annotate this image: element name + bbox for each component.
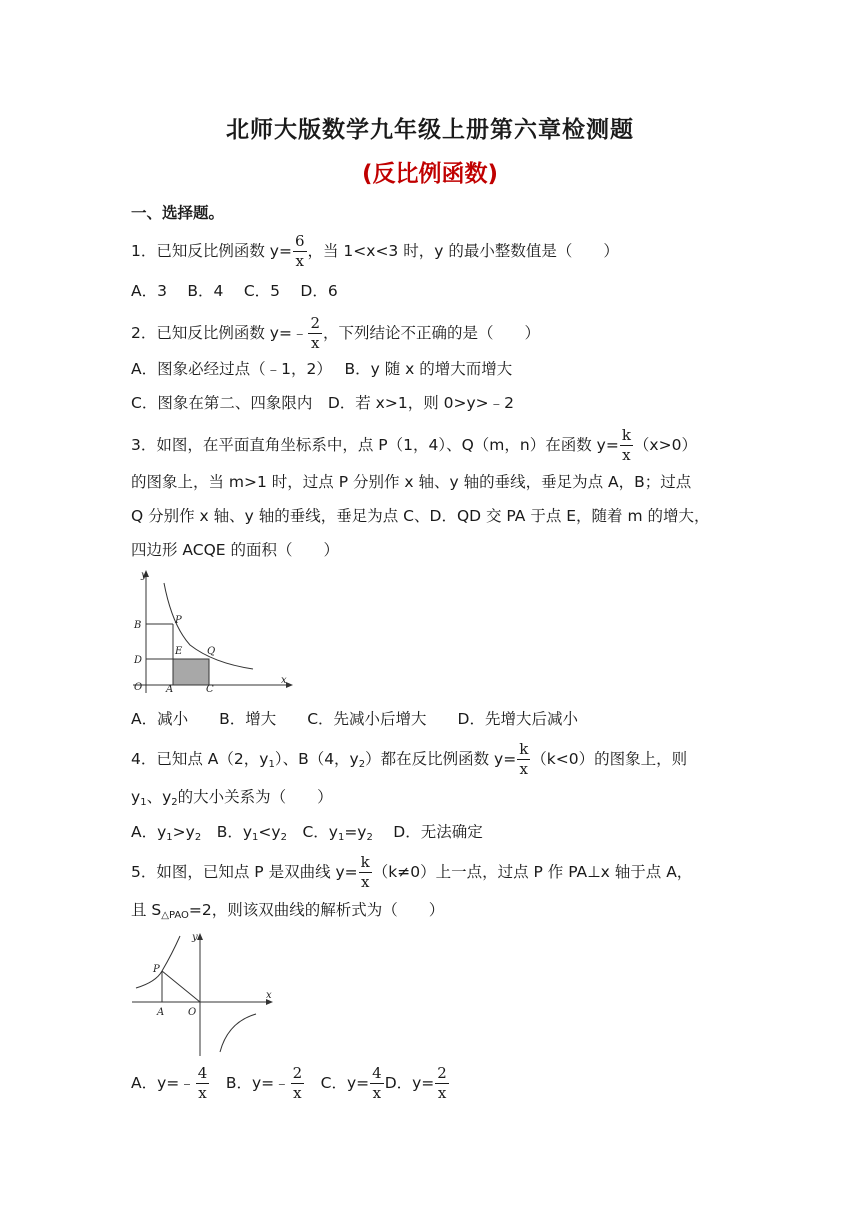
question-4-options: A．$y_1>y_2$ B．$y_1<y_2$ C．$y_1=y_2$ D．无法确定 [131, 823, 483, 843]
question-3-line4: 四边形 ACQE 的面积（ ） [131, 541, 340, 559]
svg-text:A: A [166, 684, 174, 695]
fraction: $\frac{k}{x}$ [360, 853, 370, 891]
shaded-region [173, 659, 209, 685]
question-3-options: A．减小 B．增大 C．先减小后增大 D．先增大后减小 [131, 710, 578, 728]
question-3: 3．如图，在平面直角坐标系中，点 P（1，4）、Q（m，n）在函数 y= $\frac{k}{x}$ （x>0） [131, 426, 697, 464]
fraction: $\frac{2}{x}$ [310, 314, 320, 352]
question-3-figure [128, 565, 293, 697]
question-5-figure [128, 928, 276, 1058]
svg-text:y: y [192, 932, 198, 943]
fraction: $\frac{2}{x}$ [292, 1064, 303, 1102]
question-1: 1．已知反比例函数 y= $\frac{6}{x}$ ，当 1<x<3 时，y 的最小整数值是（ ） [131, 232, 619, 270]
question-5: 5．如图，已知点 P 是双曲线 y= $\frac{k}{x}$ （k≠0）上一点，过点 P 作 PA⊥x 轴于点 A， [131, 853, 693, 891]
svg-text:x: x [281, 675, 287, 686]
question-5-options: A．y=﹣ $\frac{4}{x}$ B．y=﹣ $\frac{2}{x}$ C．y= $\frac{4}{x}$ D．y= $\frac{2}{x}$ [131, 1064, 447, 1102]
section-heading: 一、选择题。 [131, 204, 225, 222]
fraction: $\frac{4}{x}$ [372, 1064, 382, 1102]
question-5-line2: 且 $S_{\triangle PAO}=2$，则该双曲线的解析式为（ ） [131, 901, 445, 921]
svg-text:O: O [188, 1007, 197, 1018]
fraction: $\frac{4}{x}$ [197, 1064, 208, 1102]
hyperbola-branch-right [220, 1014, 256, 1052]
svg-text:E: E [175, 646, 183, 657]
fraction: $\frac{6}{x}$ [294, 232, 305, 270]
question-2: 2．已知反比例函数 y=﹣ $\frac{2}{x}$ ，下列结论不正确的是（ ） [131, 314, 541, 352]
svg-text:P: P [153, 964, 160, 975]
fraction: $\frac{k}{x}$ [621, 426, 631, 464]
svg-text:C: C [206, 684, 214, 695]
svg-text:y: y [141, 570, 147, 581]
svg-text:A: A [157, 1007, 165, 1018]
svg-text:P: P [175, 615, 182, 626]
question-3-line2: 的图象上，当 m>1 时，过点 P 分别作 x 轴、y 轴的垂线，垂足为点 A，B；过点 [131, 473, 692, 491]
question-4-line2: $y_1$、$y_2$的大小关系为（ ） [131, 788, 333, 808]
page-subtitle: (反比例函数) [361, 161, 499, 187]
question-4: 4．已知点 A（2，$y_1$）、B（4，$y_2$）都在反比例函数 y= $\frac{k}{x}$ （k<0）的图象上，则 [131, 740, 688, 778]
svg-text:B: B [134, 620, 142, 631]
question-2-options-line1: A．图象必经过点（﹣1，2） B．y 随 x 的增大而增大 [131, 360, 513, 378]
fraction: $\frac{k}{x}$ [519, 740, 529, 778]
question-3-line3: Q 分别作 x 轴、y 轴的垂线，垂足为点 C、D．QD 交 PA 于点 E，随着 m 的增大， [131, 507, 710, 525]
question-2-options-line2: C．图象在第二、四象限内 D．若 x>1，则 0>y>﹣2 [131, 394, 515, 412]
svg-text:Q: Q [207, 646, 216, 657]
svg-text:D: D [134, 655, 143, 666]
svg-text:x: x [266, 990, 272, 1001]
svg-text:O: O [134, 682, 143, 693]
fraction: $\frac{2}{x}$ [437, 1064, 447, 1102]
question-1-options: A．3 B．4 C．5 D．6 [131, 282, 338, 300]
page-title: 北师大版数学九年级上册第六章检测题 [226, 117, 634, 143]
